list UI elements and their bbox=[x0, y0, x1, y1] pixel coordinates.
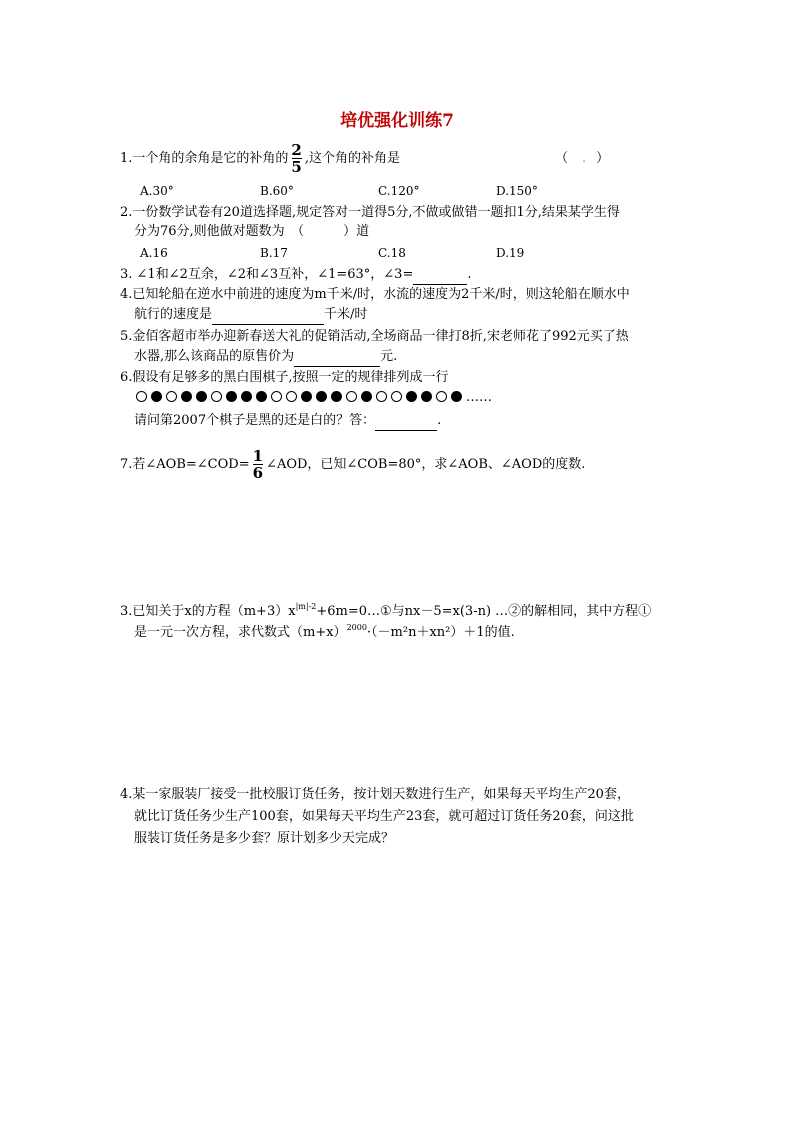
black-stone bbox=[226, 391, 237, 402]
q8-text-b: +6m=0…①与nx－5=x(3-n) …②的解相同，其中方程① bbox=[316, 604, 652, 619]
white-stone bbox=[136, 391, 147, 402]
black-stone bbox=[421, 391, 432, 402]
q8-text-a: 3.已知关于x的方程（m+3）x bbox=[120, 604, 296, 619]
question-9-line-2: 就比订货任务少生产100套，如果每天平均生产23套，就可超过订货任务20套，问这批 bbox=[134, 809, 634, 824]
q3-text: 3. ∠1和∠2互余，∠2和∠3互补，∠1=63°，∠3= bbox=[120, 267, 414, 282]
black-stone bbox=[361, 391, 372, 402]
q4-answer-blank bbox=[212, 306, 324, 325]
black-stone bbox=[181, 391, 192, 402]
q7-text-post: ∠AOD，已知∠COB=80°，求∠AOB、∠AOD的度数. bbox=[266, 457, 586, 472]
black-stone bbox=[151, 391, 162, 402]
q5-text-post: 元. bbox=[380, 349, 398, 364]
q6-ellipsis: …… bbox=[466, 390, 492, 405]
q1-fraction-denominator: 5 bbox=[291, 158, 302, 176]
question-9-line-1: 4.某一家服装厂接受一批校服订货任务，按计划天数进行生产，如果每天平均生产20套， bbox=[120, 787, 630, 802]
q7-text-pre: 7.若∠AOB=∠COD= bbox=[120, 457, 250, 472]
black-stone bbox=[196, 391, 207, 402]
q1-option-b: B.60° bbox=[260, 184, 294, 198]
q2-option-b: B.17 bbox=[260, 246, 288, 260]
q8-text-c: 是一元一次方程，求代数式（m+x） bbox=[134, 625, 347, 640]
q6-stone-row bbox=[136, 389, 492, 407]
q1-text-pre: 1.一个角的余角是它的补角的 bbox=[120, 151, 289, 166]
q1-option-a: A.30° bbox=[140, 184, 174, 198]
q8-exponent-2: 2000 bbox=[346, 623, 367, 632]
q1-fraction bbox=[291, 142, 301, 175]
q1-option-c: C.120° bbox=[378, 184, 420, 198]
q2-option-c: C.18 bbox=[378, 246, 406, 260]
white-stone bbox=[436, 391, 447, 402]
q2-option-d: D.19 bbox=[496, 246, 525, 260]
q1-paren-right: ） bbox=[596, 151, 610, 166]
white-stone bbox=[286, 391, 297, 402]
q1-fraction-numerator: 2 bbox=[291, 141, 302, 159]
question-6-line-3 bbox=[134, 412, 441, 431]
q7-fraction-numerator: 1 bbox=[252, 447, 264, 465]
q8-text-d: ·（－m²n＋xn²）＋1的值. bbox=[366, 625, 515, 640]
q6-text-pre: 请问第2007个棋子是黑的还是白的？答： bbox=[134, 413, 376, 428]
q2-option-a: A.16 bbox=[140, 246, 168, 260]
question-9-line-3: 服装订货任务是多少套？原计划多少天完成？ bbox=[134, 831, 395, 846]
q3-end: . bbox=[467, 267, 472, 282]
q6-text-post: . bbox=[437, 413, 442, 428]
q8-exponent: |m|-2 bbox=[295, 602, 317, 611]
question-4-line-2 bbox=[134, 306, 367, 325]
q5-answer-blank bbox=[294, 348, 380, 367]
q1-paren-left: （ bbox=[555, 151, 569, 166]
white-stone bbox=[166, 391, 177, 402]
q6-answer-blank bbox=[375, 412, 437, 431]
q4-text-pre: 航行的速度是 bbox=[134, 307, 213, 322]
question-5-line-1: 5.金佰客超市举办迎新春送大礼的促销活动,全场商品一律打8折,宋老师花了992元买了热 bbox=[120, 329, 629, 344]
black-stone bbox=[451, 391, 462, 402]
black-stone bbox=[316, 391, 327, 402]
q4-text-post: 千米/时 bbox=[324, 307, 368, 322]
black-stone bbox=[406, 391, 417, 402]
q1-answer-paren bbox=[555, 150, 609, 168]
q7-fraction bbox=[253, 448, 263, 481]
q1-text-post: ,这个角的补角是 bbox=[304, 151, 400, 166]
white-stone bbox=[376, 391, 387, 402]
q5-text-pre: 水器,那么该商品的原售价为 bbox=[134, 349, 295, 364]
question-8-line-2 bbox=[134, 619, 515, 642]
question-4-line-1: 4.已知轮船在逆水中前进的速度为m千米/时，水流的速度为2千米/时，则这轮船在顺水中 bbox=[120, 287, 630, 302]
q7-fraction-denominator: 6 bbox=[252, 464, 264, 482]
q1-paren-dot: . bbox=[582, 151, 587, 166]
q1-option-d: D.150° bbox=[496, 184, 538, 198]
black-stone bbox=[301, 391, 312, 402]
question-7 bbox=[120, 448, 585, 481]
white-stone bbox=[211, 391, 222, 402]
question-2-line-1: 2.一份数学试卷有20道选择题,规定答对一道得5分,不做或做错一题扣1分,结果某学生得 bbox=[120, 205, 620, 220]
question-3 bbox=[120, 266, 472, 285]
question-8-line-1 bbox=[120, 598, 651, 621]
black-stone bbox=[256, 391, 267, 402]
question-6-line-1: 6.假设有足够多的黑白围棋子,按照一定的规律排列成一行 bbox=[120, 370, 449, 385]
question-5-line-2 bbox=[134, 348, 397, 367]
white-stone bbox=[391, 391, 402, 402]
question-2-line-2: 分为76分,则他做对题数为 （ ）道 bbox=[134, 224, 370, 239]
page-title: 培优强化训练7 bbox=[340, 111, 454, 131]
white-stone bbox=[271, 391, 282, 402]
question-1 bbox=[120, 142, 400, 175]
white-stone bbox=[346, 391, 357, 402]
black-stone bbox=[241, 391, 252, 402]
black-stone bbox=[331, 391, 342, 402]
go-stone-sequence bbox=[136, 390, 466, 405]
q3-answer-blank bbox=[413, 266, 467, 285]
